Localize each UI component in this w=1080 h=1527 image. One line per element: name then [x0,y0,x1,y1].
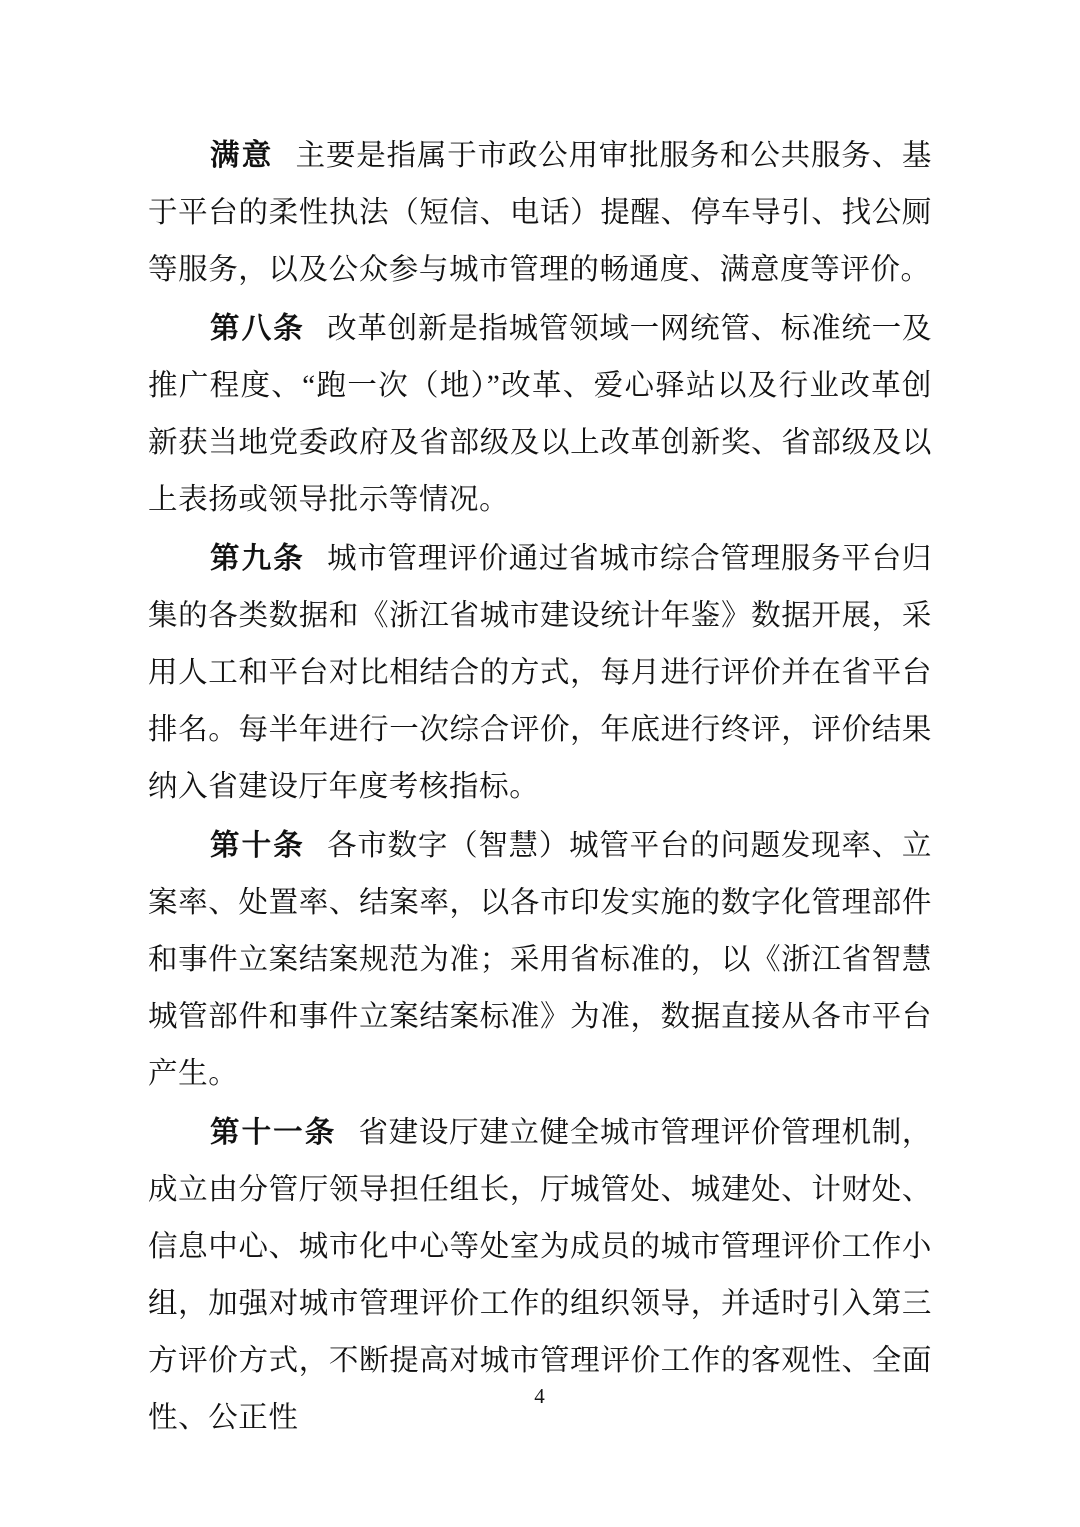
paragraph-text: 各市数字（智慧）城管平台的问题发现率、立案率、处置率、结案率，以各市印发实施的数字化管理部件和事件立案结案规范为准；采用省标准的，以《浙江省智慧城管部件和事件立案结案标准》为准，数据直接从各市平台产生。 [148,830,932,1090]
paragraph-lead: 第九条 [210,543,305,575]
paragraph-text: 省建设厅建立健全城市管理评价管理机制，成立由分管厅领导担任组长，厅城管处、城建处、计财处、信息中心、城市化中心等处室为成员的城市管理评价工作小组，加强对城市管理评价工作的组织领导，并适时引入第三方评价方式，不断提高对城市管理评价工作的客观性、全面性、公正性 [148,1117,932,1434]
paragraph-lead: 满意 [210,140,274,172]
paragraph-text: 主要是指属于市政公用审批服务和公共服务、基于平台的柔性执法（短信、电话）提醒、停车导引、找公厕等服务，以及公众参与城市管理的畅通度、满意度等评价。 [148,140,932,286]
paragraph-lead: 第十一条 [210,1117,337,1149]
paragraph [148,301,932,529]
paragraph [148,531,932,816]
paragraph-lead: 第十条 [210,830,305,862]
paragraph-text: 城市管理评价通过省城市综合管理服务平台归集的各类数据和《浙江省城市建设统计年鉴》数据开展，采用人工和平台对比相结合的方式，每月进行评价并在省平台排名。每半年进行一次综合评价，年底进行终评，评价结果纳入省建设厅年度考核指标。 [148,543,932,803]
paragraph-text: 改革创新是指城管领域一网统管、标准统一及推广程度、“跑一次（地）”改革、爱心驿站以及行业改革创新获当地党委政府及省部级及以上改革创新奖、省部级及以上表扬或领导批示等情况。 [148,313,932,516]
document-body [148,128,932,1447]
paragraph [148,128,932,299]
page-number: 4 [534,1384,546,1408]
paragraph-lead: 第八条 [210,313,305,345]
paragraph [148,818,932,1103]
